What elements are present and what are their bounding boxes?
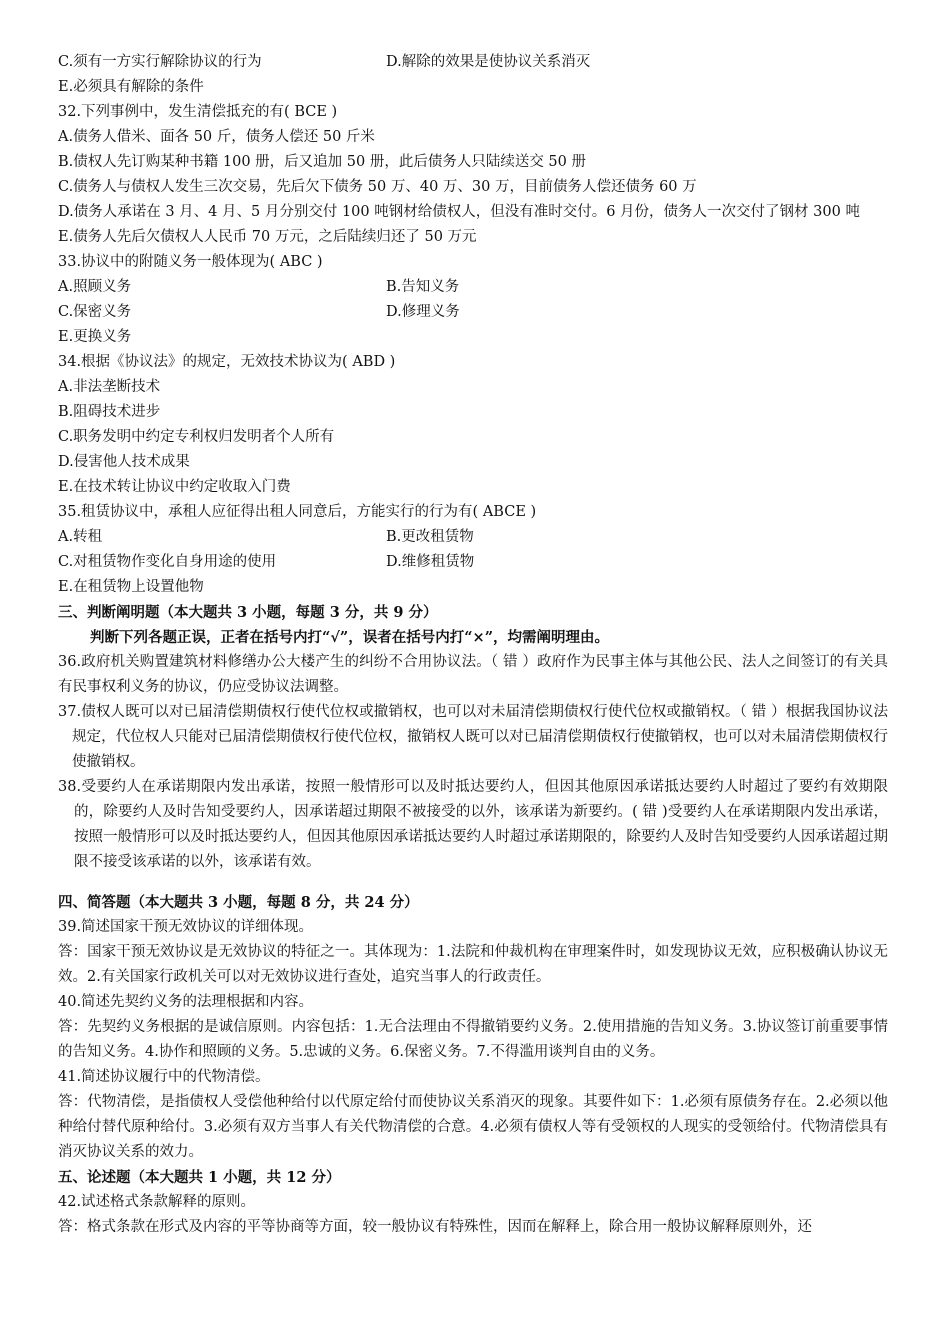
option-c: C.对租赁物作变化自身用途的使用 — [58, 554, 277, 570]
question-35-stem: 35.租赁协议中，承租人应征得出租人同意后，方能实行的行为有( ABCE ) — [58, 504, 537, 520]
answer-40: 答：先契约义务根据的是诚信原则。内容包括：1.无合法理由不得撤销要约义务。2.使用措施的告知义务。3.协议签订前重要事情的告知义务。4.协作和照顾的义务。5.忠诚的义务。6.保密义务。7.不得滥用谈判自由的义务。 — [58, 1019, 888, 1060]
option-d: D.解除的效果是使协议关系消灭 — [386, 54, 591, 70]
section-4-title: 四、简答题（本大题共 3 小题，每题 8 分，共 24 分） — [58, 894, 419, 911]
question-42: 42.试述格式条款解释的原则。 — [58, 1194, 256, 1210]
option-row — [58, 275, 888, 300]
option-a: A.照顾义务 — [58, 279, 132, 295]
question-38: 38.受要约人在承诺期限内发出承诺，按照一般情形可以及时抵达要约人，但因其他原因承诺抵达要约人时超过了要约有效期限的，除要约人及时告知受要约人，因承诺超过期限不被接受的以外，该承诺为新要约。( 错 )受要约人在承诺期限内发出承诺，按照一般情形可以及时抵达要约人，但因其他原因承诺抵达要约人时超过承诺期限的，除要约人及时告知受要约人因承诺超过期限不接受该承诺的以外，该承诺有效。 — [58, 779, 888, 870]
option-e: E.更换义务 — [58, 329, 132, 345]
question-32-stem: 32.下列事例中，发生清偿抵充的有( BCE ) — [58, 104, 338, 120]
option-d: D.修理义务 — [386, 304, 460, 320]
option-c: C.职务发明中约定专利权归发明者个人所有 — [58, 429, 335, 445]
question-40: 40.简述先契约义务的法理根据和内容。 — [58, 994, 314, 1010]
question-33-stem: 33.协议中的附随义务一般体现为( ABC ) — [58, 254, 323, 270]
option-e: E.在技术转让协议中约定收取入门费 — [58, 479, 291, 495]
answer-39: 答：国家干预无效协议是无效协议的特征之一。其体现为：1.法院和仲裁机构在审理案件时，如发现协议无效，应积极确认协议无效。2.有关国家行政机关可以对无效协议进行查处，追究当事人的行政责任。 — [58, 944, 888, 985]
option-b: B.阻碍技术进步 — [58, 404, 161, 420]
question-34-stem: 34.根据《协议法》的规定，无效技术协议为( ABD ) — [58, 354, 396, 370]
section-5-title: 五、论述题（本大题共 1 小题，共 12 分） — [58, 1169, 341, 1186]
option-a: A.非法垄断技术 — [58, 379, 161, 395]
option-d: D.债务人承诺在 3 月、4 月、5 月分别交付 100 吨钢材给债权人，但没有准时交付。6 月份，债务人一次交付了钢材 300 吨 — [58, 204, 860, 220]
option-e: E.必须具有解除的条件 — [58, 79, 204, 95]
question-37: 37.债权人既可以对已届清偿期债权行使代位权或撤销权，也可以对未届清偿期债权行使代位权或撤销权。（ 错 ）根据我国协议法规定，代位权人只能对已届清偿期债权行使代位权，撤销权人既可以对已届清偿期债权行使撤销权，也可以对未届清偿期债权行使撤销权。 — [58, 704, 888, 770]
section-3-title: 三、判断阐明题（本大题共 3 小题，每题 3 分，共 9 分） — [58, 604, 438, 621]
answer-41: 答：代物清偿，是指债权人受偿他种给付以代原定给付而使协议关系消灭的现象。其要件如下：1.必须有原债务存在。2.必须以他种给付替代原种给付。3.必须有双方当事人有关代物清偿的合意。4.必须有债权人等有受领权的人现实的受领给付。代物清偿具有消灭协议关系的效力。 — [58, 1094, 888, 1160]
option-b: B.债权人先订购某种书籍 100 册，后又追加 50 册，此后债务人只陆续送交 50 册 — [58, 154, 586, 170]
spacer — [58, 875, 888, 890]
option-c: C.须有一方实行解除协议的行为 — [58, 54, 262, 70]
option-row — [58, 50, 888, 75]
option-b: B.更改租赁物 — [386, 529, 474, 545]
option-c: C.债务人与债权人发生三次交易，先后欠下债务 50 万、40 万、30 万，目前债务人偿还债务 60 万 — [58, 179, 697, 195]
document-body — [58, 50, 888, 1240]
question-36: 36.政府机关购置建筑材料修缮办公大楼产生的纠纷不合用协议法。（ 错 ）政府作为民事主体与其他公民、法人之间签订的有关具有民事权利义务的协议，仍应受协议法调整。 — [58, 654, 888, 695]
question-41: 41.简述协议履行中的代物清偿。 — [58, 1069, 270, 1085]
question-39: 39.简述国家干预无效协议的详细体现。 — [58, 919, 314, 935]
option-row — [58, 300, 888, 325]
option-a: A.债务人借米、面各 50 斤，债务人偿还 50 斤米 — [58, 129, 375, 145]
option-row — [58, 550, 888, 575]
option-row — [58, 525, 888, 550]
option-e: E.在租赁物上设置他物 — [58, 579, 204, 595]
option-a: A.转租 — [58, 529, 103, 545]
option-d: D.侵害他人技术成果 — [58, 454, 190, 470]
option-d: D.维修租赁物 — [386, 554, 475, 570]
section-3-instruction: 判断下列各题正误，正者在括号内打“√”，误者在括号内打“×”，均需阐明理由。 — [90, 629, 610, 646]
option-b: B.告知义务 — [386, 279, 460, 295]
answer-42: 答：格式条款在形式及内容的平等协商等方面，较一般协议有特殊性，因而在解释上，除合用一般协议解释原则外，还 — [58, 1219, 812, 1235]
option-c: C.保密义务 — [58, 304, 132, 320]
option-e: E.债务人先后欠债权人人民币 70 万元，之后陆续归还了 50 万元 — [58, 229, 477, 245]
